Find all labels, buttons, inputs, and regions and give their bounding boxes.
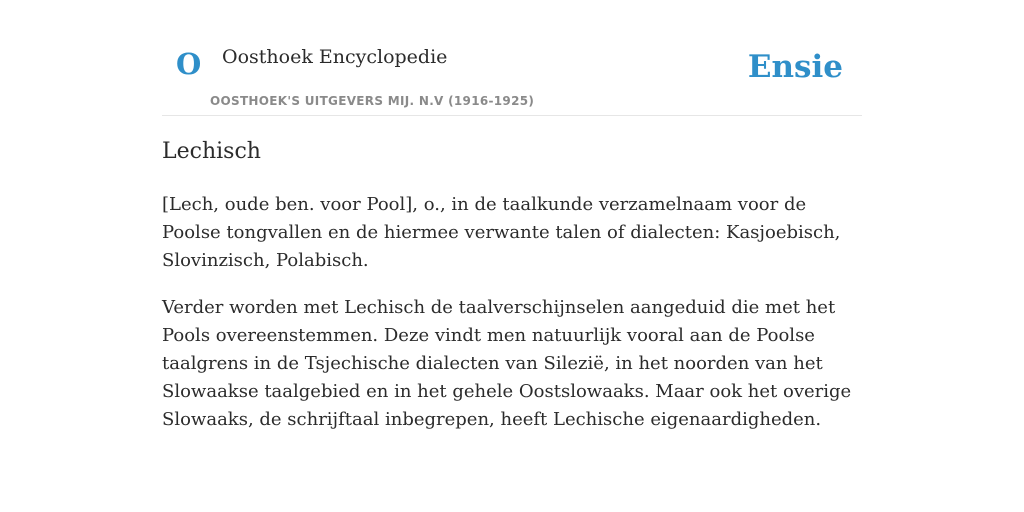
encyclopedia-logo[interactable]: O bbox=[176, 47, 202, 81]
entry-paragraph: [Lech, oude ben. voor Pool], o., in de taalkunde verzamelnaam voor de Poolse tongvallen en de hiermee verwante talen of dialecten: Kasjoebisch, Slovinzisch, Polabisch. bbox=[162, 193, 841, 271]
site-header bbox=[162, 0, 862, 116]
entry-content bbox=[162, 138, 862, 453]
entry-paragraph: Verder worden met Lechisch de taalverschijnselen aangeduid die met het Pools overeenstemmen. Deze vindt men natuurlijk vooral aan de Poolse taalgrens in de Tsjechische dialecten van Silezië, in het noorden van het Slowaakse taalgebied en in het gehele Oostslowaaks. Maar ook het overige Slowaaks, de schrijftaal inbegrepen, heeft Lechische eigenaardigheden. bbox=[162, 296, 852, 430]
entry-title: Lechisch bbox=[162, 139, 261, 164]
entry-body bbox=[162, 191, 862, 434]
encyclopedia-title[interactable]: Oosthoek Encyclopedie bbox=[222, 46, 448, 68]
publisher-subtitle: OOSTHOEK'S UITGEVERS MIJ. N.V (1916-1925) bbox=[210, 94, 535, 108]
ensie-brand-logo[interactable]: Ensie bbox=[747, 49, 843, 85]
